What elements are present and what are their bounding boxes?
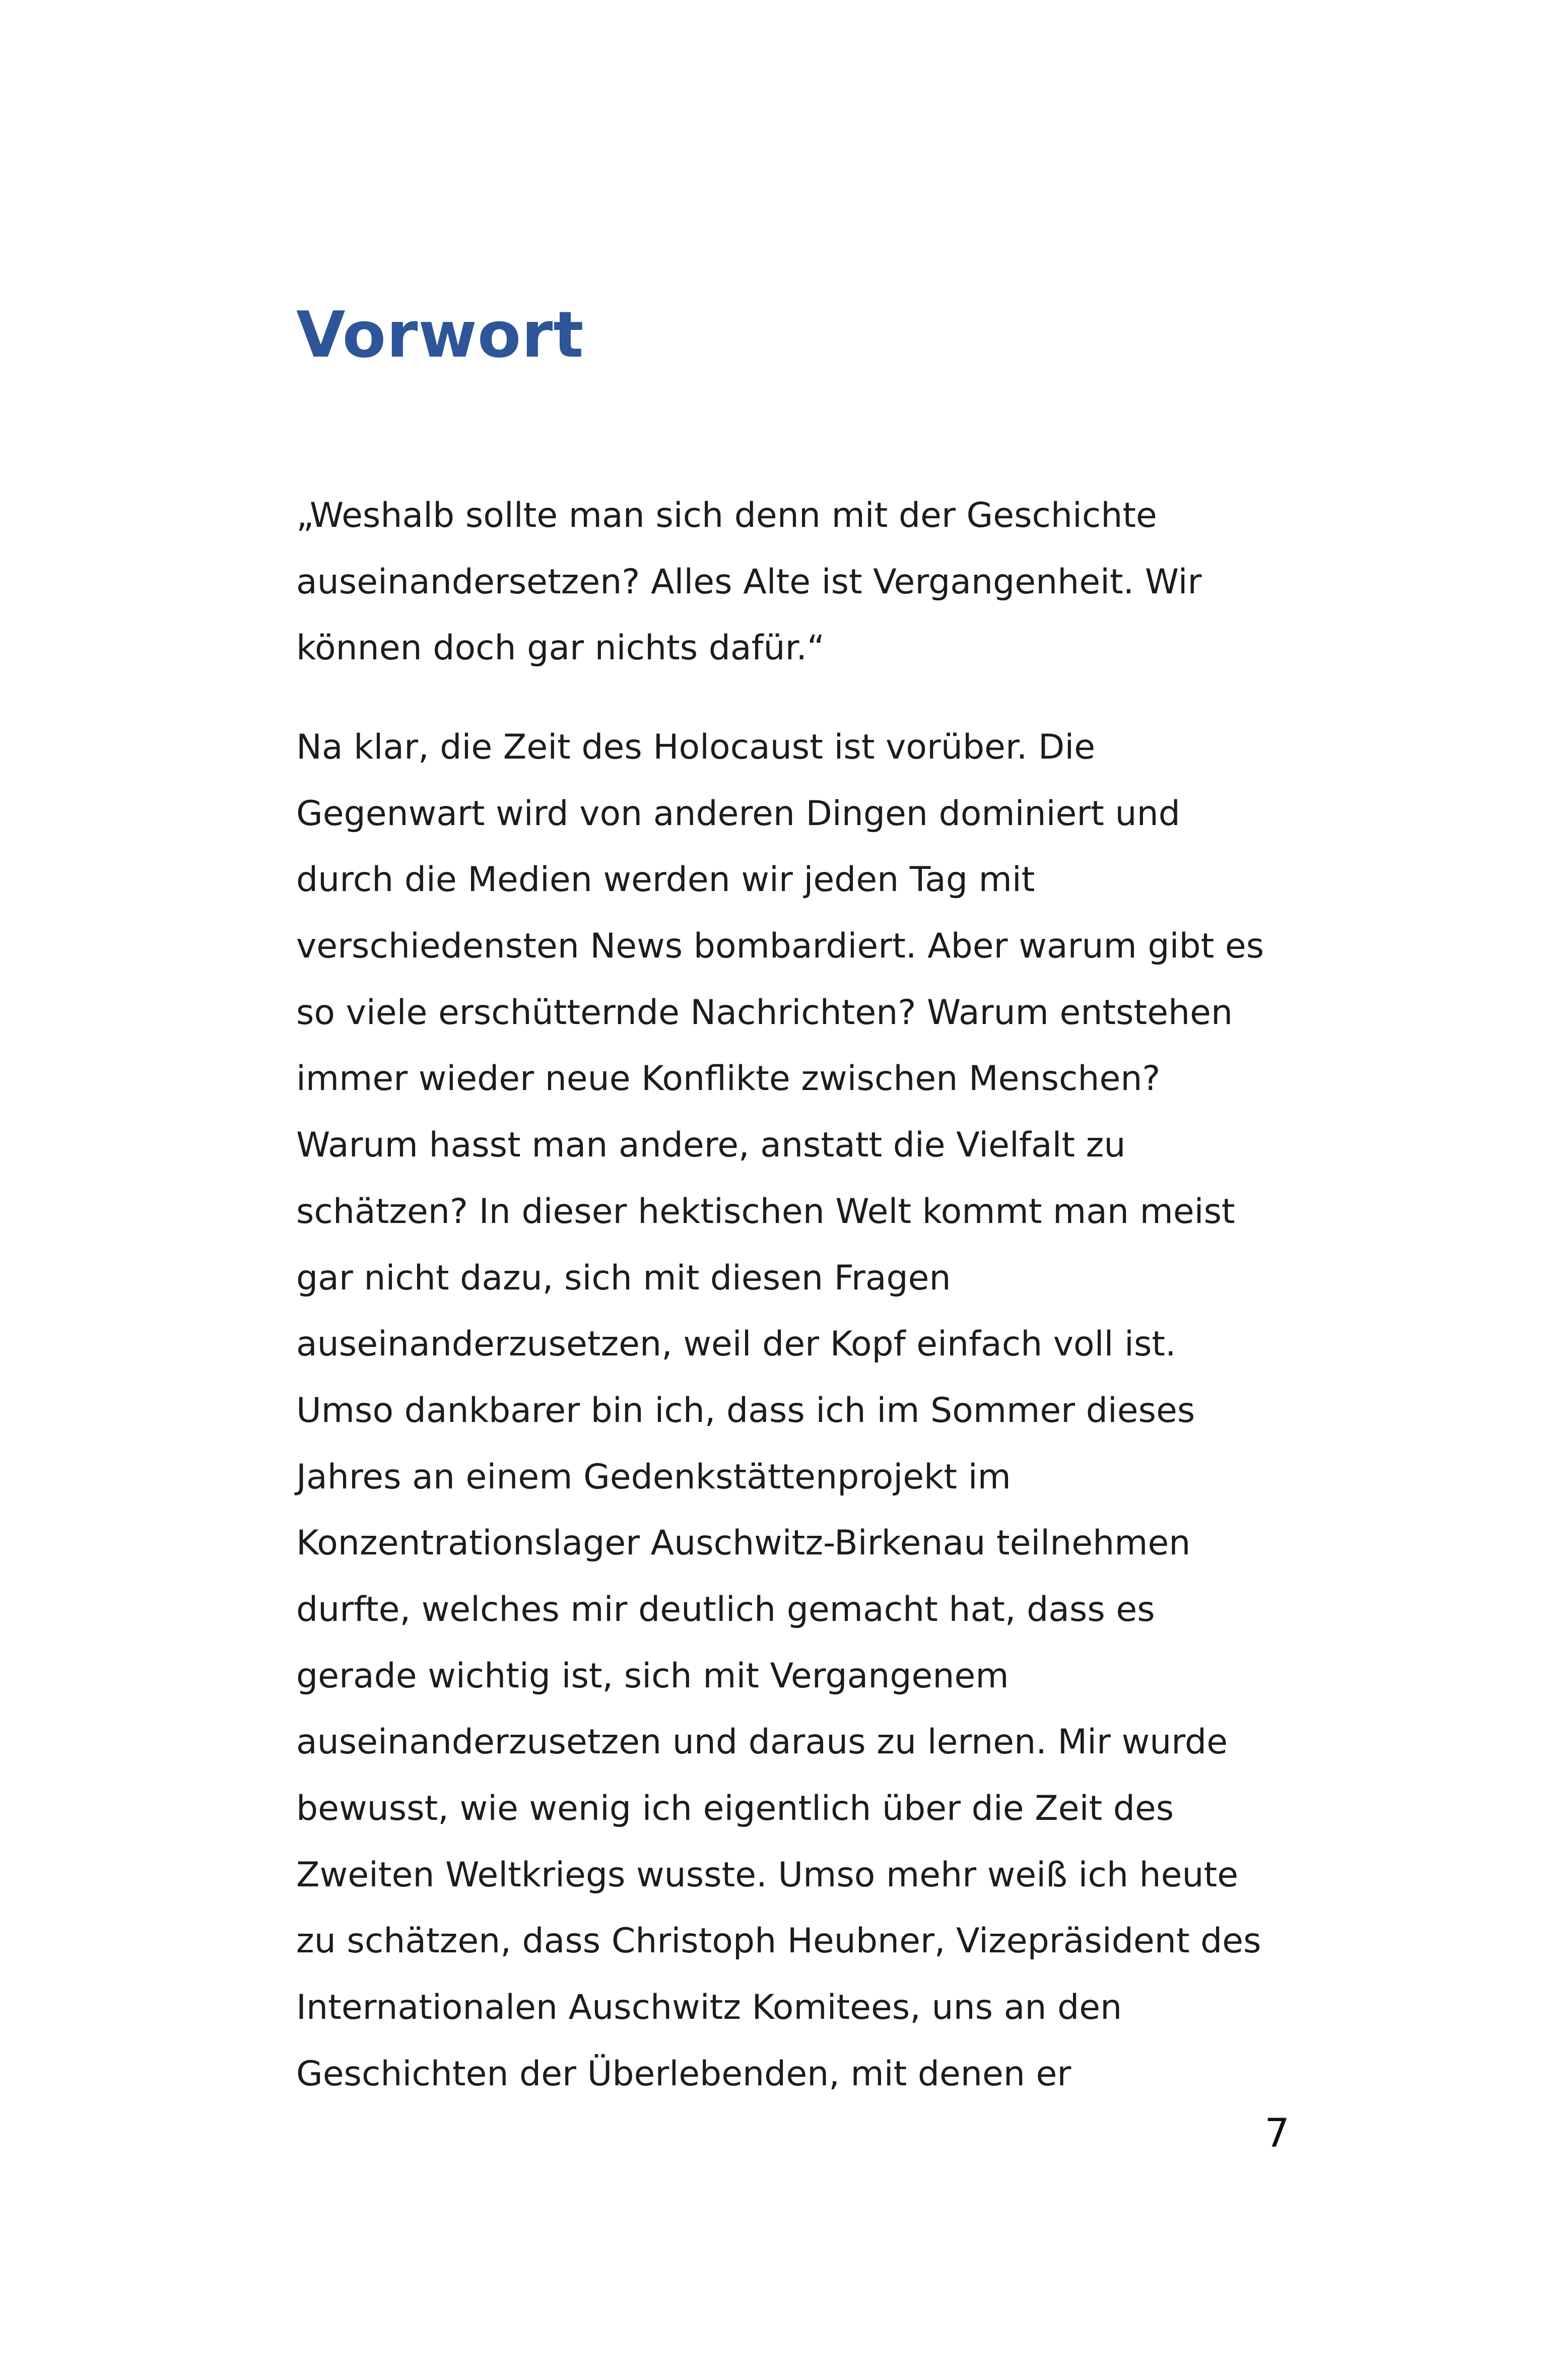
quote-line: können doch gar nichts dafür.“ <box>296 628 825 668</box>
paragraph-line: Jahres an einem Gedenkstättenprojekt im <box>296 1457 1011 1497</box>
paragraph-line: zu schätzen, dass Christoph Heubner, Vizepräsident des <box>296 1921 1261 1961</box>
paragraph-line: Gegenwart wird von anderen Dingen dominiert und <box>296 793 1180 834</box>
quote-line: „Weshalb sollte man sich denn mit der Geschichte <box>296 496 1157 535</box>
paragraph-line: Internationalen Auschwitz Komitees, uns an den <box>296 1988 1122 2028</box>
body-paragraph <box>296 714 1304 2107</box>
paragraph-line: auseinanderzusetzen und daraus zu lernen. Mir wurde <box>296 1722 1228 1762</box>
opening-quote <box>296 483 1304 682</box>
paragraph-line: Warum hasst man andere, anstatt die Vielfalt zu <box>296 1125 1126 1166</box>
paragraph-line: durfte, welches mir deutlich gemacht hat, dass es <box>296 1589 1155 1629</box>
paragraph-line: so viele erschütternde Nachrichten? Warum entstehen <box>296 992 1233 1033</box>
quote-line: auseinandersetzen? Alles Alte ist Vergangenheit. Wir <box>296 562 1202 602</box>
chapter-heading: Vorwort <box>296 298 584 372</box>
paragraph-line: Na klar, die Zeit des Holocaust ist vorüber. Die <box>296 727 1096 767</box>
paragraph-line: Konzentrationslager Auschwitz-Birkenau teilnehmen <box>296 1523 1191 1563</box>
paragraph-line: schätzen? In dieser hektischen Welt kommt man meist <box>296 1191 1235 1232</box>
paragraph-line: bewusst, wie wenig ich eigentlich über die Zeit des <box>296 1789 1174 1828</box>
paragraph-line: gar nicht dazu, sich mit diesen Fragen <box>296 1258 951 1298</box>
page-number: 7 <box>1264 2111 1290 2156</box>
paragraph-line: gerade wichtig ist, sich mit Vergangenem <box>296 1656 1009 1696</box>
paragraph-line: verschiedensten News bombardiert. Aber warum gibt es <box>296 926 1264 967</box>
paragraph-line: immer wieder neue Konflikte zwischen Menschen? <box>296 1059 1161 1099</box>
paragraph-line: auseinanderzusetzen, weil der Kopf einfach voll ist. <box>296 1324 1176 1365</box>
paragraph-line: Umso dankbarer bin ich, dass ich im Sommer dieses <box>296 1390 1195 1431</box>
paragraph-line: durch die Medien werden wir jeden Tag mit <box>296 860 1035 900</box>
paragraph-line: Zweiten Weltkriegs wusste. Umso mehr weiß ich heute <box>296 1855 1239 1895</box>
paragraph-line: Geschichten der Überlebenden, mit denen er <box>296 2054 1071 2094</box>
